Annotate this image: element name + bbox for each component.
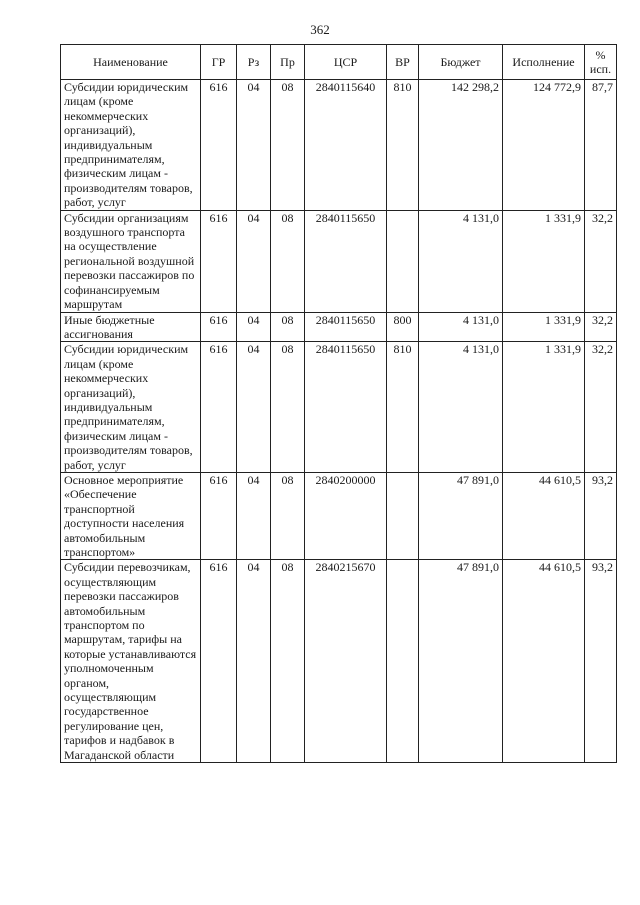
header-budget: Бюджет xyxy=(419,45,503,80)
row-vr: 800 xyxy=(387,312,419,342)
row-execution: 44 610,5 xyxy=(503,472,585,559)
row-pr: 08 xyxy=(271,472,305,559)
table-header-row xyxy=(61,45,617,80)
row-execution: 124 772,9 xyxy=(503,80,585,211)
row-csr: 2840200000 xyxy=(305,472,387,559)
row-csr: 2840115650 xyxy=(305,210,387,312)
header-csr: ЦСР xyxy=(305,45,387,80)
row-gr: 616 xyxy=(201,560,237,763)
header-percent-symbol: % xyxy=(595,48,606,62)
row-name: Субсидии юридическим лицам (кроме некоммерческих организаций), индивидуальным предпринимателям, физическим лицам - производителям товаров, работ, услуг xyxy=(61,342,201,473)
row-pr: 08 xyxy=(271,312,305,342)
row-rz: 04 xyxy=(237,312,271,342)
row-pr: 08 xyxy=(271,342,305,473)
row-vr: 810 xyxy=(387,80,419,211)
row-csr: 2840115640 xyxy=(305,80,387,211)
row-rz: 04 xyxy=(237,342,271,473)
row-csr: 2840115650 xyxy=(305,342,387,473)
row-percent: 93,2 xyxy=(585,472,617,559)
header-vr: ВР xyxy=(387,45,419,80)
page-number: 362 xyxy=(310,22,330,37)
row-csr: 2840115650 xyxy=(305,312,387,342)
table-row xyxy=(61,472,617,559)
row-execution: 1 331,9 xyxy=(503,210,585,312)
row-execution: 1 331,9 xyxy=(503,312,585,342)
row-execution: 44 610,5 xyxy=(503,560,585,763)
header-pr: Пр xyxy=(271,45,305,80)
header-percent-word: исп. xyxy=(589,62,612,76)
row-name: Основное мероприятие «Обеспечение транспортной доступности населения автомобильным транспортом» xyxy=(61,472,201,559)
row-pr: 08 xyxy=(271,80,305,211)
row-percent: 32,2 xyxy=(585,210,617,312)
row-gr: 616 xyxy=(201,342,237,473)
table-row xyxy=(61,560,617,763)
row-budget: 4 131,0 xyxy=(419,210,503,312)
row-budget: 142 298,2 xyxy=(419,80,503,211)
row-vr xyxy=(387,560,419,763)
row-name: Субсидии перевозчикам, осуществляющим перевозки пассажиров автомобильным транспортом по маршрутам, тарифы на которые устанавливаются уполномоченным органом, осуществляющим государственное регулирование цен, тарифов и надбавок в Магаданской области xyxy=(61,560,201,763)
table-row xyxy=(61,210,617,312)
row-gr: 616 xyxy=(201,312,237,342)
row-gr: 616 xyxy=(201,472,237,559)
row-gr: 616 xyxy=(201,80,237,211)
row-rz: 04 xyxy=(237,80,271,211)
row-percent: 32,2 xyxy=(585,312,617,342)
header-name: Наименование xyxy=(61,45,201,80)
budget-execution-table xyxy=(60,44,617,763)
row-csr: 2840215670 xyxy=(305,560,387,763)
row-budget: 47 891,0 xyxy=(419,472,503,559)
row-budget: 4 131,0 xyxy=(419,342,503,473)
row-vr: 810 xyxy=(387,342,419,473)
row-name: Субсидии организациям воздушного транспорта на осуществление региональной воздушной перевозки пассажиров по софинансируемым маршрутам xyxy=(61,210,201,312)
row-percent: 32,2 xyxy=(585,342,617,473)
table-row xyxy=(61,342,617,473)
table-row xyxy=(61,80,617,211)
table-row xyxy=(61,312,617,342)
row-vr xyxy=(387,472,419,559)
row-vr xyxy=(387,210,419,312)
row-percent: 93,2 xyxy=(585,560,617,763)
row-execution: 1 331,9 xyxy=(503,342,585,473)
header-gr: ГР xyxy=(201,45,237,80)
row-rz: 04 xyxy=(237,472,271,559)
row-pr: 08 xyxy=(271,210,305,312)
row-rz: 04 xyxy=(237,210,271,312)
row-percent: 87,7 xyxy=(585,80,617,211)
header-execution: Исполнение xyxy=(503,45,585,80)
row-budget: 47 891,0 xyxy=(419,560,503,763)
row-budget: 4 131,0 xyxy=(419,312,503,342)
header-rz: Рз xyxy=(237,45,271,80)
row-gr: 616 xyxy=(201,210,237,312)
row-name: Субсидии юридическим лицам (кроме некоммерческих организаций), индивидуальным предпринимателям, физическим лицам - производителям товаров, работ, услуг xyxy=(61,80,201,211)
row-pr: 08 xyxy=(271,560,305,763)
header-percent xyxy=(585,45,617,80)
row-rz: 04 xyxy=(237,560,271,763)
row-name: Иные бюджетные ассигнования xyxy=(61,312,201,342)
